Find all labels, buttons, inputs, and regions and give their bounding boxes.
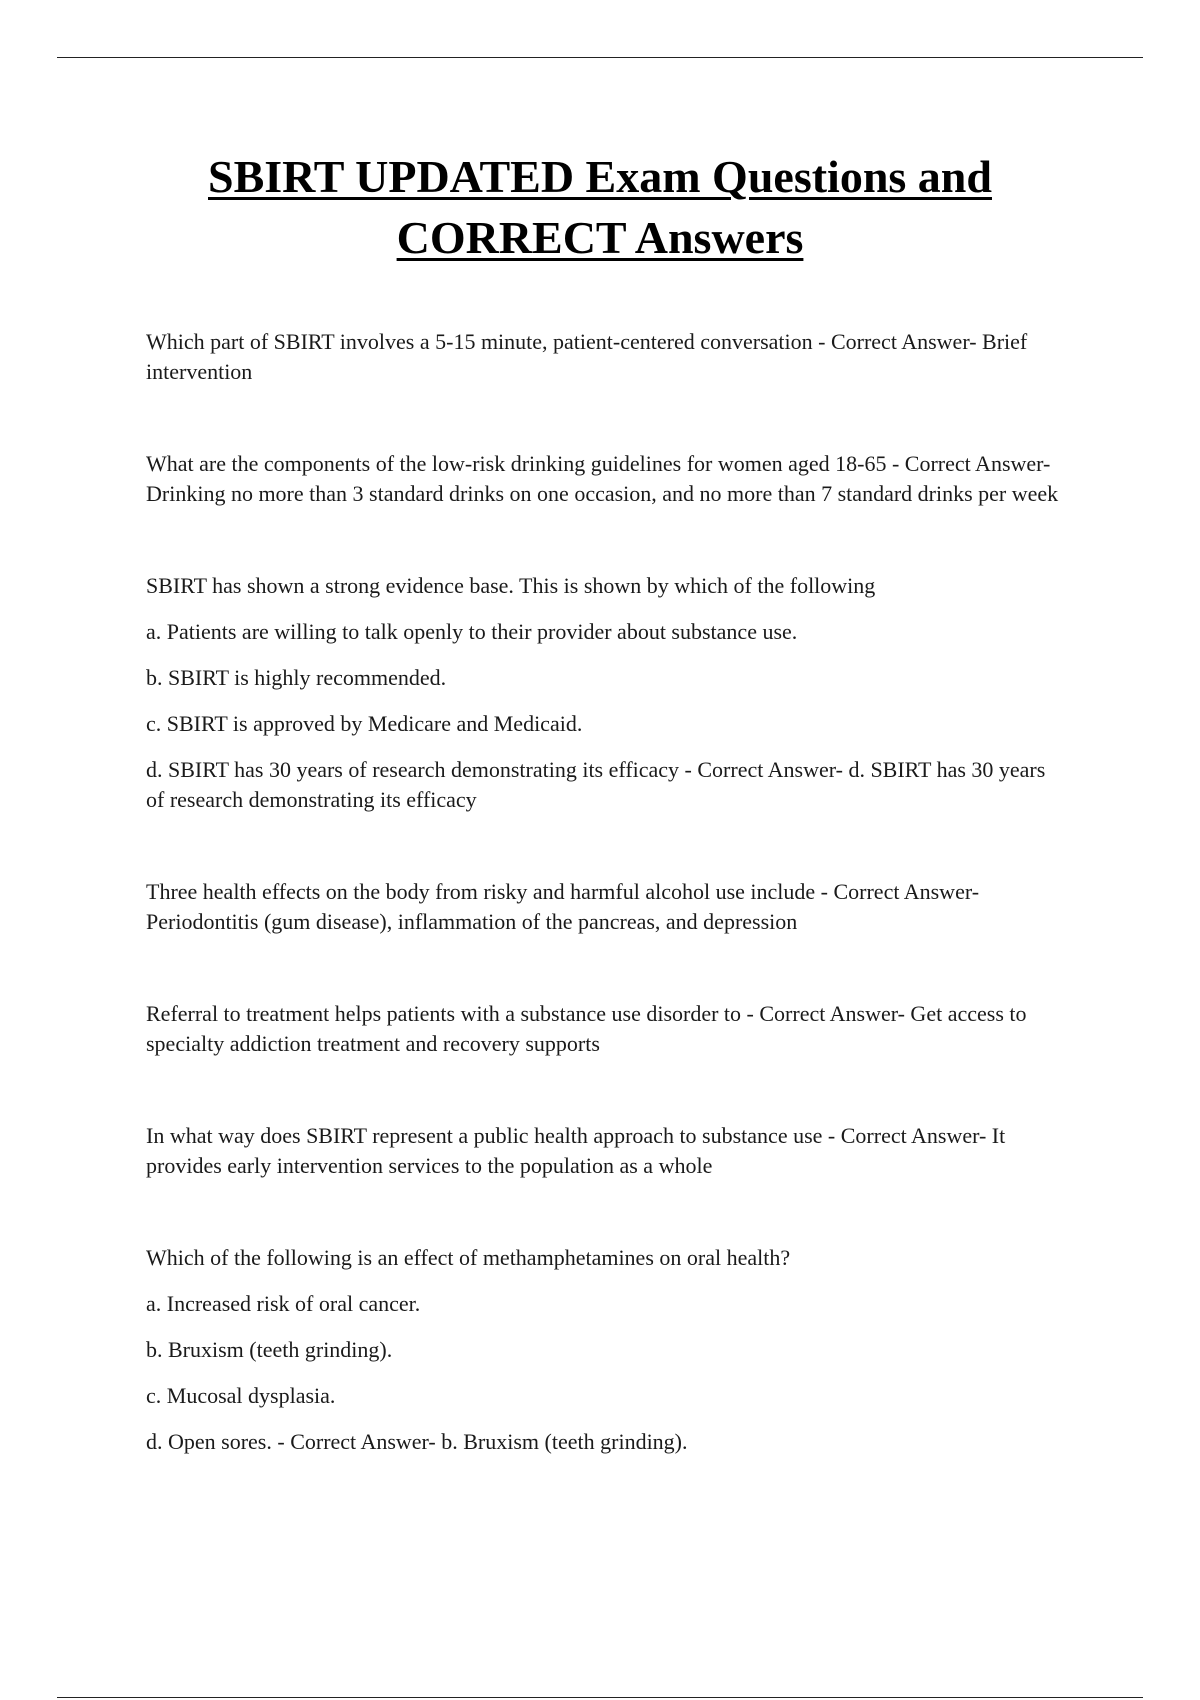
qa-item-6 <box>146 1121 1066 1181</box>
option-c: c. SBIRT is approved by Medicare and Medicaid. <box>146 711 583 736</box>
qa-text: What are the components of the low-risk drinking guidelines for women aged 18-65 - Correct Answer- Drinking no more than 3 standard drinks on one occasion, and no more than 7 standard drinks per week <box>146 451 1059 506</box>
option-d-answer: d. SBIRT has 30 years of research demonstrating its efficacy - Correct Answer- d. SBIRT has 30 years of research demonstrating its efficacy <box>146 757 1046 812</box>
option-a: a. Increased risk of oral cancer. <box>146 1291 421 1316</box>
qa-text: Three health effects on the body from risky and harmful alcohol use include - Correct Answer- Periodontitis (gum disease), inflammation of the pancreas, and depression <box>146 879 980 934</box>
option-b: b. SBIRT is highly recommended. <box>146 665 447 690</box>
option-a: a. Patients are willing to talk openly to their provider about substance use. <box>146 619 798 644</box>
qa-item-2 <box>146 449 1066 509</box>
qa-item-5 <box>146 999 1066 1059</box>
title-line-2: CORRECT Answers <box>396 212 804 263</box>
qa-item-7 <box>146 1243 1066 1457</box>
qa-item-1 <box>146 327 1066 387</box>
title-line-1: SBIRT UPDATED Exam Questions and <box>208 151 992 202</box>
option-d-answer: d. Open sores. - Correct Answer- b. Bruxism (teeth grinding). <box>146 1429 688 1454</box>
question-text: SBIRT has shown a strong evidence base. This is shown by which of the following <box>146 573 876 598</box>
header-rule <box>57 57 1143 58</box>
footer-rule <box>57 1697 1143 1698</box>
qa-list <box>146 327 1066 1519</box>
qa-text: In what way does SBIRT represent a public health approach to substance use - Correct Answer- It provides early intervention services to the population as a whole <box>146 1123 1006 1178</box>
qa-text: Referral to treatment helps patients with a substance use disorder to - Correct Answer- Get access to specialty addiction treatment and recovery supports <box>146 1001 1027 1056</box>
document-title <box>60 146 1140 268</box>
qa-item-4 <box>146 877 1066 937</box>
option-b: b. Bruxism (teeth grinding). <box>146 1337 393 1362</box>
option-c: c. Mucosal dysplasia. <box>146 1383 336 1408</box>
qa-item-3 <box>146 571 1066 815</box>
qa-text: Which part of SBIRT involves a 5-15 minute, patient-centered conversation - Correct Answer- Brief intervention <box>146 329 1028 384</box>
question-text: Which of the following is an effect of methamphetamines on oral health? <box>146 1245 791 1270</box>
